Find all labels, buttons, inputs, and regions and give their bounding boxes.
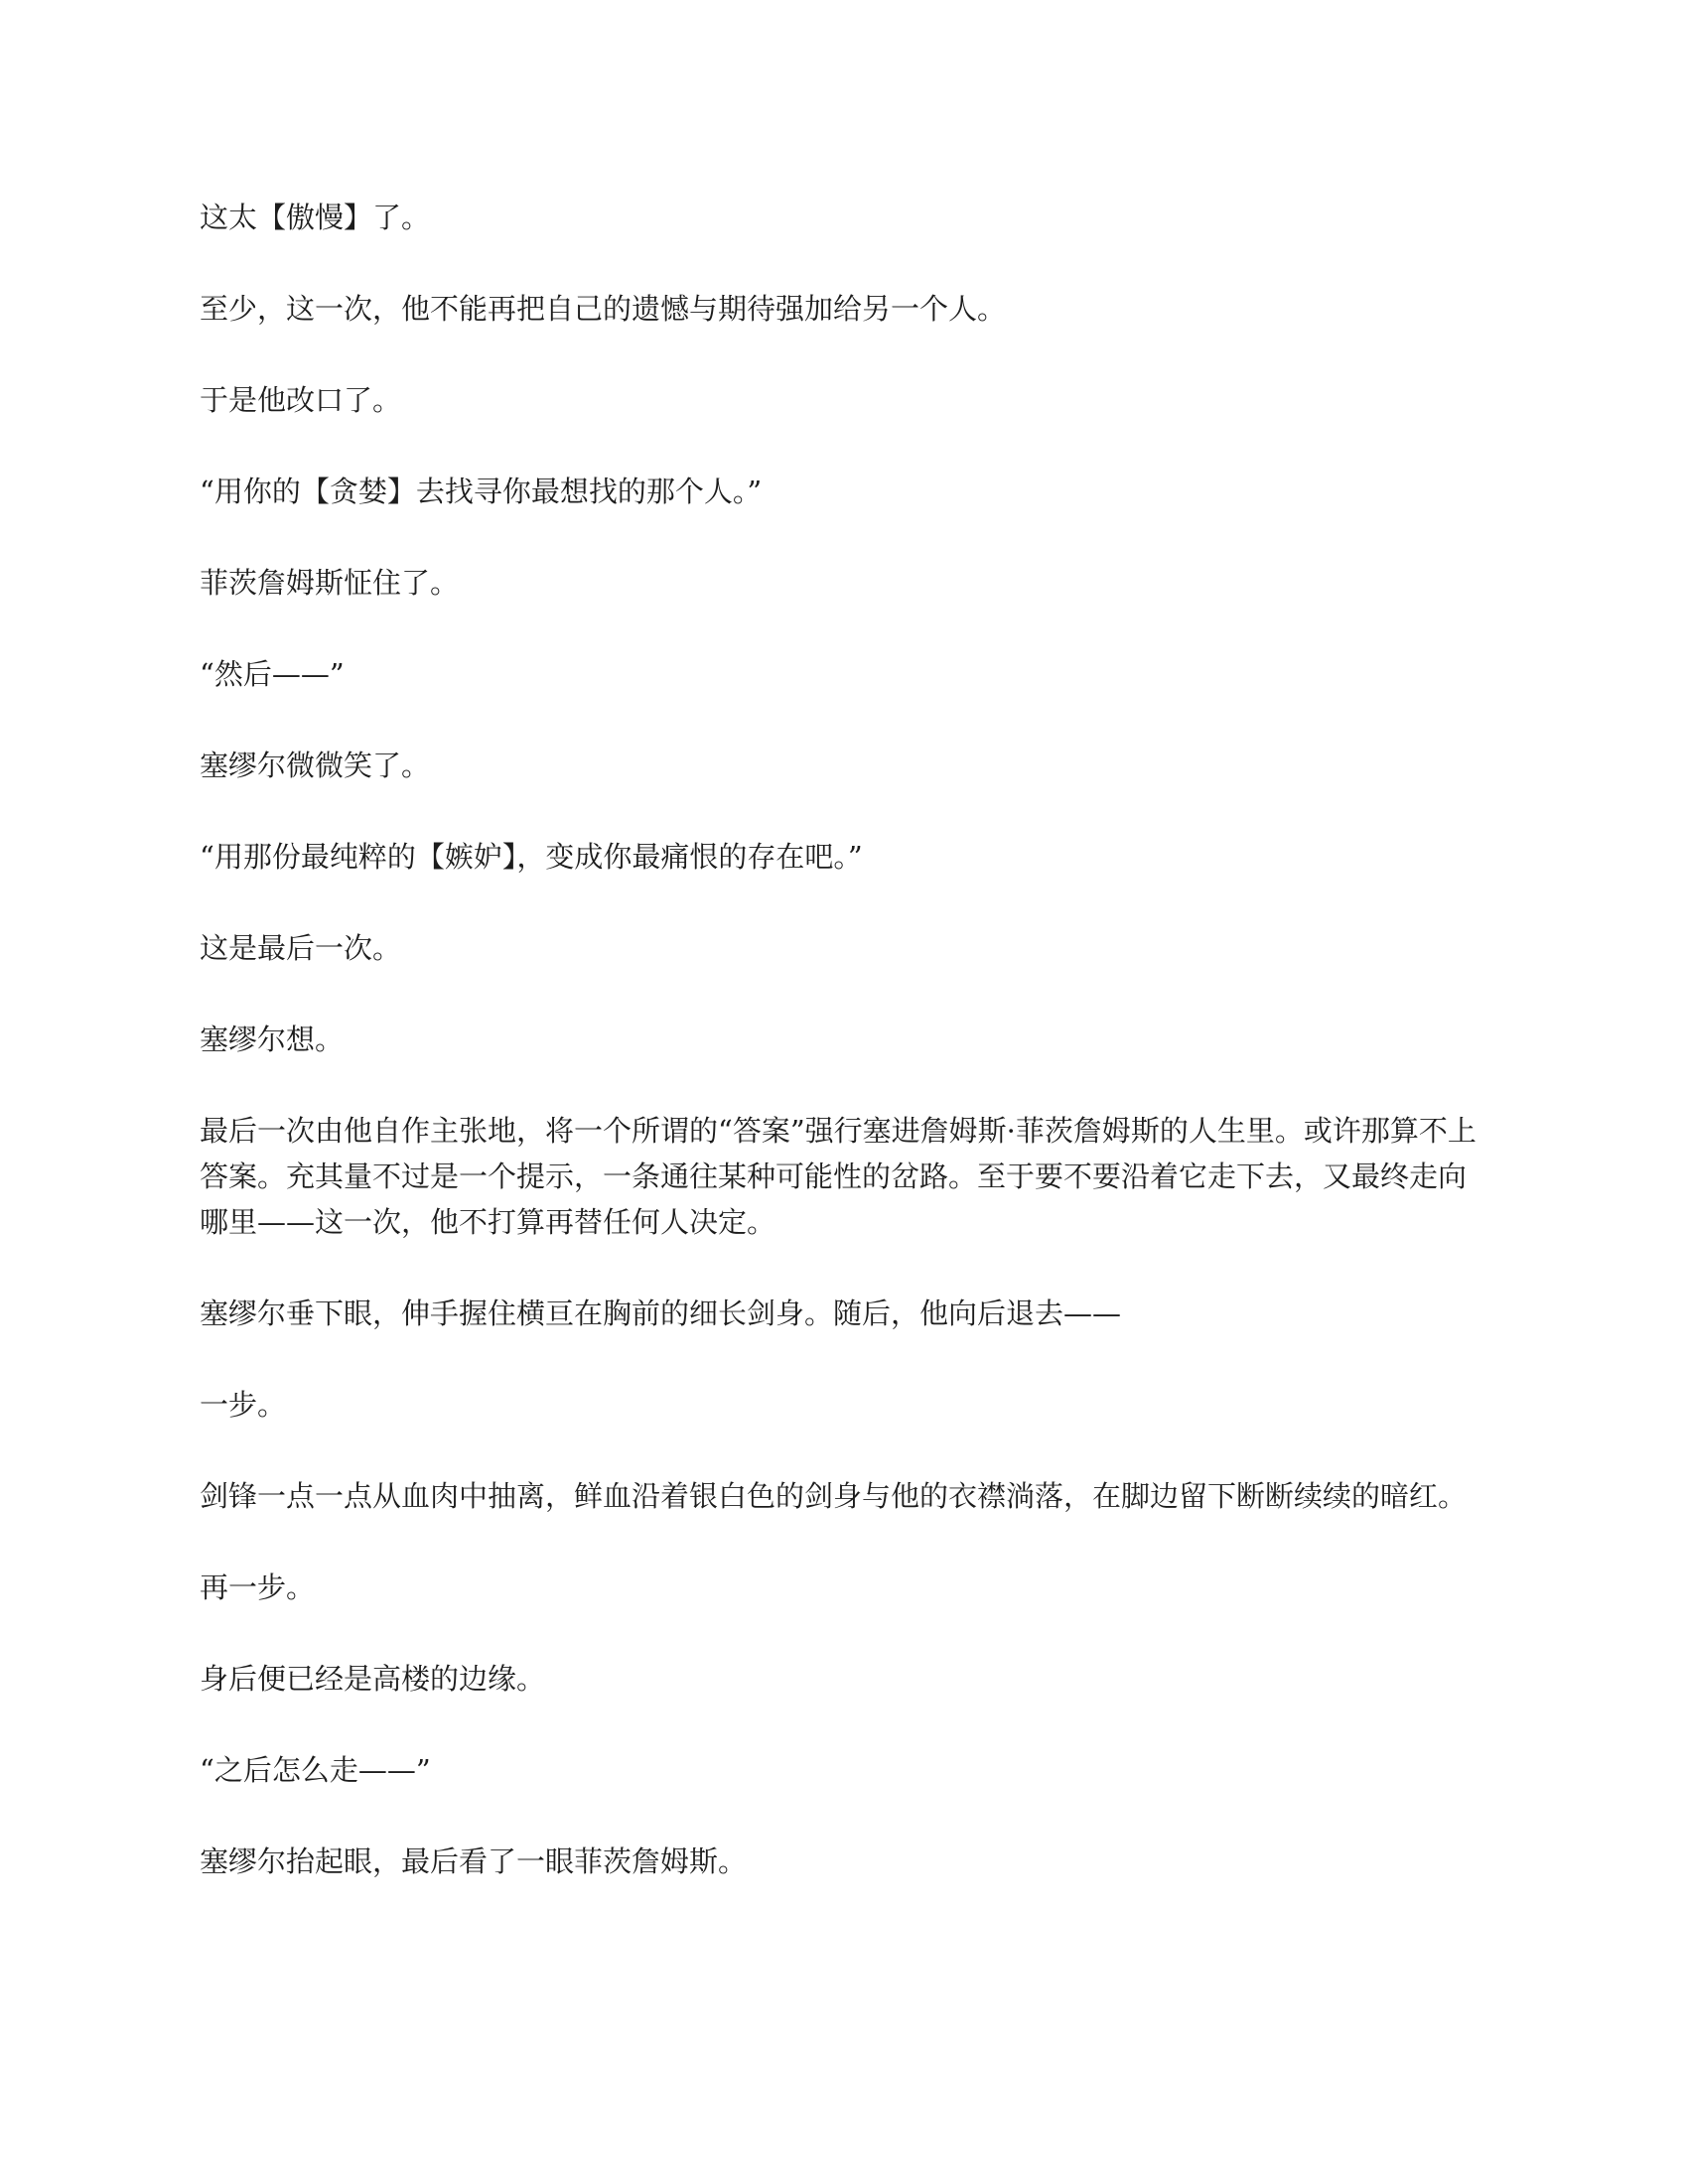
paragraph: 一步。: [200, 1388, 287, 1422]
paragraph: “之后怎么走——”: [200, 1753, 431, 1787]
paragraph: 至少，这一次，他不能再把自己的遗憾与期待强加给另一个人。: [200, 292, 1007, 326]
paragraph: 再一步。: [200, 1570, 316, 1604]
paragraph: 塞缪尔想。: [200, 1023, 345, 1056]
paragraph: 塞缪尔抬起眼，最后看了一眼菲茨詹姆斯。: [200, 1844, 748, 1878]
paragraph: “用你的【贪婪】去找寻你最想找的那个人。”: [200, 475, 763, 508]
paragraph: 菲茨詹姆斯怔住了。: [200, 566, 460, 600]
paragraph: 塞缪尔微微笑了。: [200, 749, 431, 782]
paragraph: 塞缪尔垂下眼，伸手握住横亘在胸前的细长剑身。随后，他向后退去——: [200, 1297, 1122, 1330]
paragraph: “用那份最纯粹的【嫉妒】，变成你最痛恨的存在吧。”: [200, 840, 863, 874]
paragraph: 剑锋一点一点从血肉中抽离，鲜血沿着银白色的剑身与他的衣襟淌落，在脚边留下断断续续的暗红。: [200, 1479, 1468, 1513]
paragraph: 这是最后一次。: [200, 931, 402, 965]
paragraph: 于是他改口了。: [200, 383, 402, 417]
paragraph: 最后一次由他自作主张地，将一个所谓的“答案”强行塞进詹姆斯·菲茨詹姆斯的人生里。或许那算不上答案。充其量不过是一个提示，一条通往某种可能性的岔路。至于要不要沿着它走下去，又最终走向哪里——这一次，他不打算再替任何人决定。: [200, 1114, 1477, 1239]
paragraph: “然后——”: [200, 657, 345, 691]
paragraph: 这太【傲慢】了。: [200, 201, 431, 234]
paragraph: 身后便已经是高楼的边缘。: [200, 1662, 546, 1696]
document-body: [200, 195, 1490, 1930]
